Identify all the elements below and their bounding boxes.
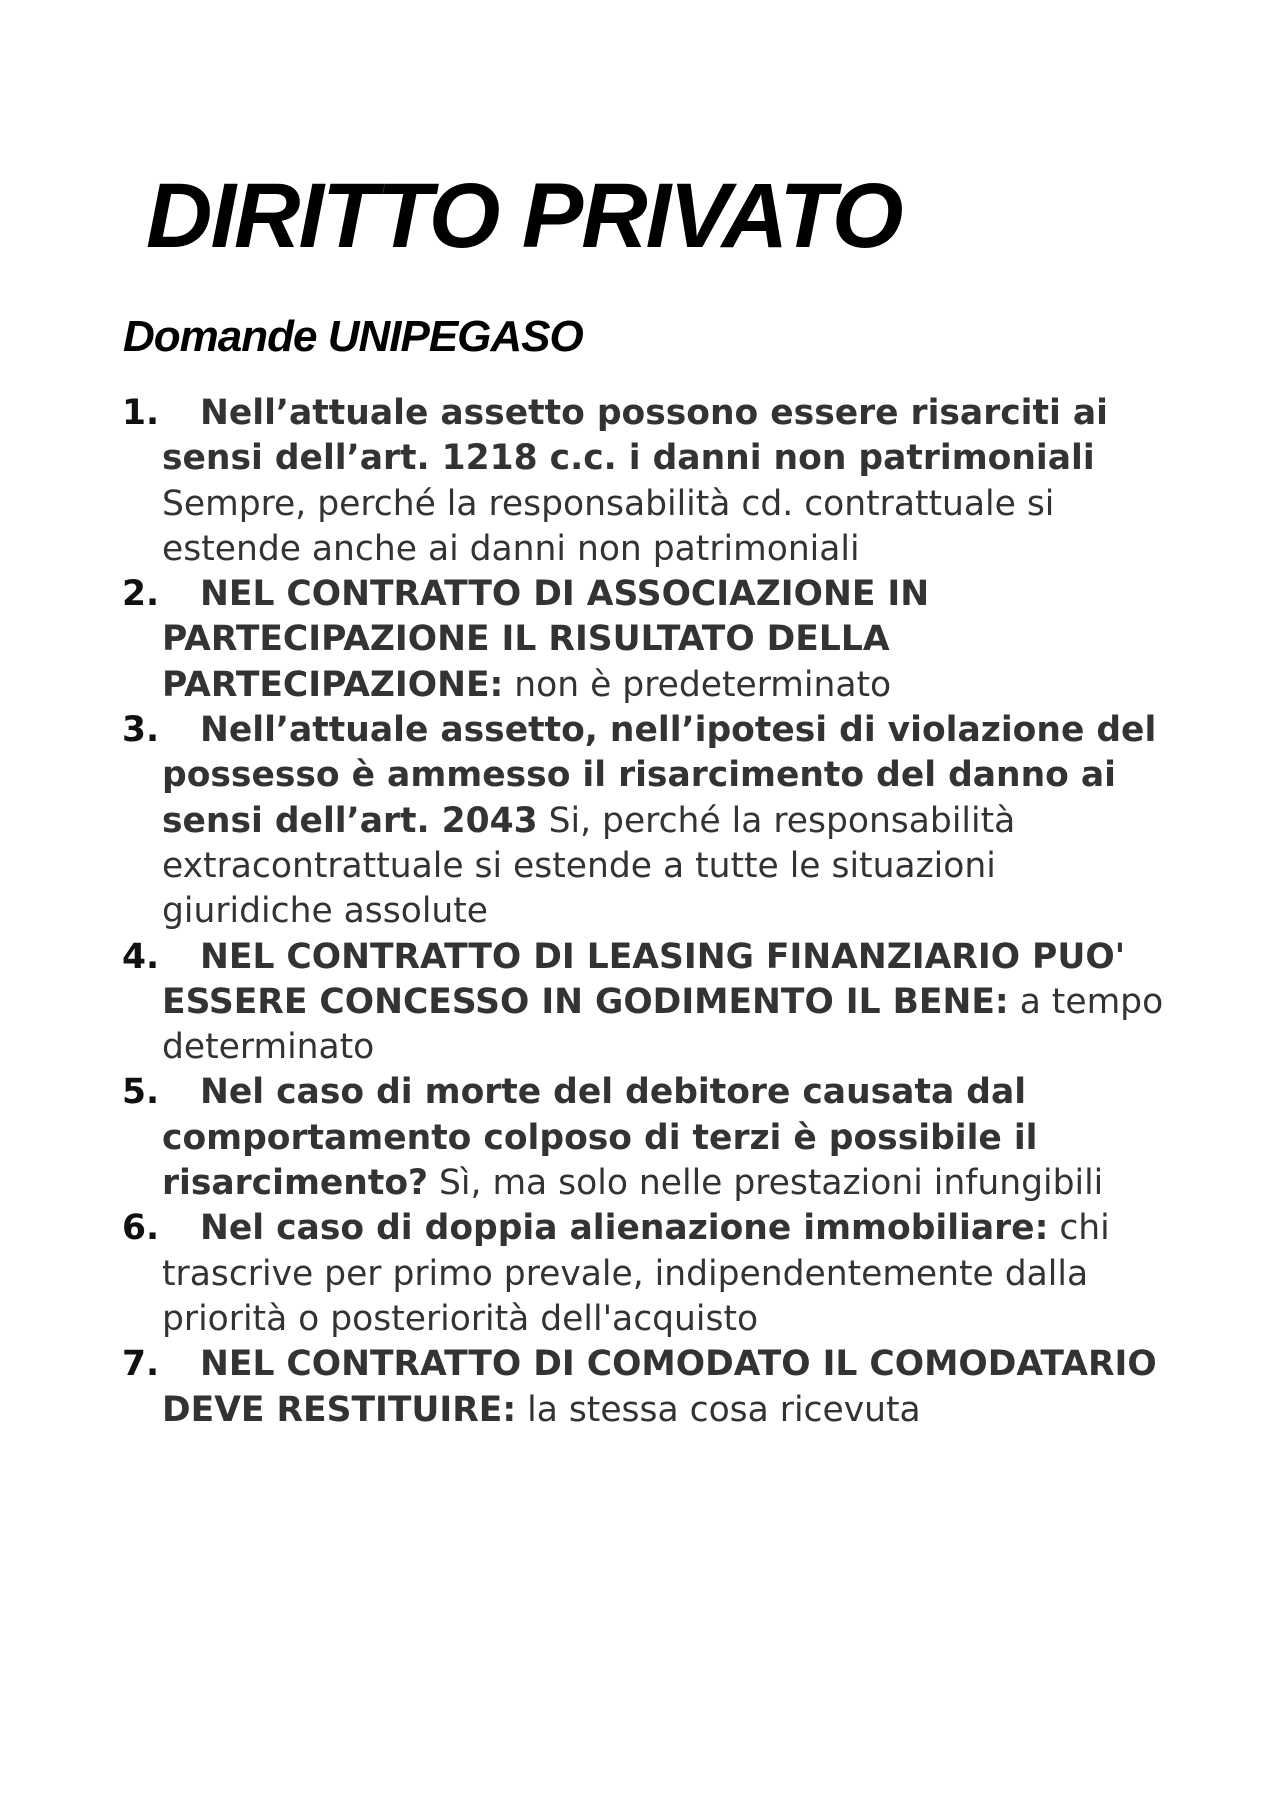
question-text-block bbox=[162, 935, 1172, 1071]
question-text-block bbox=[162, 572, 1172, 708]
question-number: 4. bbox=[122, 936, 160, 977]
question-item-1 bbox=[122, 391, 1172, 572]
question-text-block bbox=[162, 1206, 1172, 1342]
question-text: Nell’attuale assetto, nell’ipotesi di violazione del possesso è ammesso il risarcimento del danno ai sensi dell’art. 2043 bbox=[162, 710, 1157, 841]
question-text: NEL CONTRATTO DI COMODATO IL COMODATARIO DEVE RESTITUIRE: bbox=[162, 1344, 1157, 1430]
question-item-3 bbox=[122, 708, 1172, 934]
question-item-7 bbox=[122, 1342, 1172, 1433]
question-number: 6. bbox=[122, 1208, 160, 1249]
question-text: NEL CONTRATTO DI ASSOCIAZIONE IN PARTECIPAZIONE IL RISULTATO DELLA PARTECIPAZIONE: bbox=[162, 574, 930, 705]
document-title: DIRITTO PRIVATO bbox=[146, 165, 902, 267]
document-subtitle: Domande UNIPEGASO bbox=[123, 312, 583, 361]
question-text: Nell’attuale assetto possono essere risarciti ai sensi dell’art. 1218 c.c. i danni non patrimoniali bbox=[162, 393, 1108, 479]
question-text-block bbox=[162, 708, 1172, 934]
question-number: 5. bbox=[122, 1072, 160, 1113]
answer-text: chi trascrive per primo prevale, indipendentemente dalla priorità o posteriorità dell'acquisto bbox=[162, 1208, 1110, 1339]
question-number: 2. bbox=[122, 574, 160, 615]
question-text-block bbox=[162, 391, 1172, 572]
question-text-block bbox=[162, 1070, 1172, 1206]
question-list bbox=[122, 391, 1172, 1433]
question-number: 3. bbox=[122, 710, 160, 751]
question-item-5 bbox=[122, 1070, 1172, 1206]
question-text: NEL CONTRATTO DI LEASING FINANZIARIO PUO' ESSERE CONCESSO IN GODIMENTO IL BENE: bbox=[162, 936, 1126, 1022]
answer-text: Si, perché la responsabilità extracontrattuale si estende a tutte le situazioni giuridiche assolute bbox=[162, 800, 1016, 932]
question-text: Nel caso di morte del debitore causata dal comportamento colposo di terzi è possibile il risarcimento? bbox=[162, 1072, 1038, 1204]
question-item-2 bbox=[122, 572, 1172, 708]
answer-text: la stessa cosa ricevuta bbox=[527, 1389, 921, 1430]
answer-text: Sempre, perché la responsabilità cd. contrattuale si estende anche ai danni non patrimoniali bbox=[162, 483, 1055, 569]
question-item-6 bbox=[122, 1206, 1172, 1342]
question-item-4 bbox=[122, 935, 1172, 1071]
question-text-block bbox=[162, 1342, 1172, 1433]
answer-text: a tempo determinato bbox=[162, 981, 1164, 1068]
question-number: 1. bbox=[122, 393, 160, 433]
question-text: Nel caso di doppia alienazione immobiliare: bbox=[200, 1208, 1049, 1249]
answer-text: non è predeterminato bbox=[514, 664, 892, 705]
answer-text: Sì, ma solo nelle prestazioni infungibili bbox=[439, 1163, 1104, 1204]
question-number: 7. bbox=[122, 1344, 160, 1385]
